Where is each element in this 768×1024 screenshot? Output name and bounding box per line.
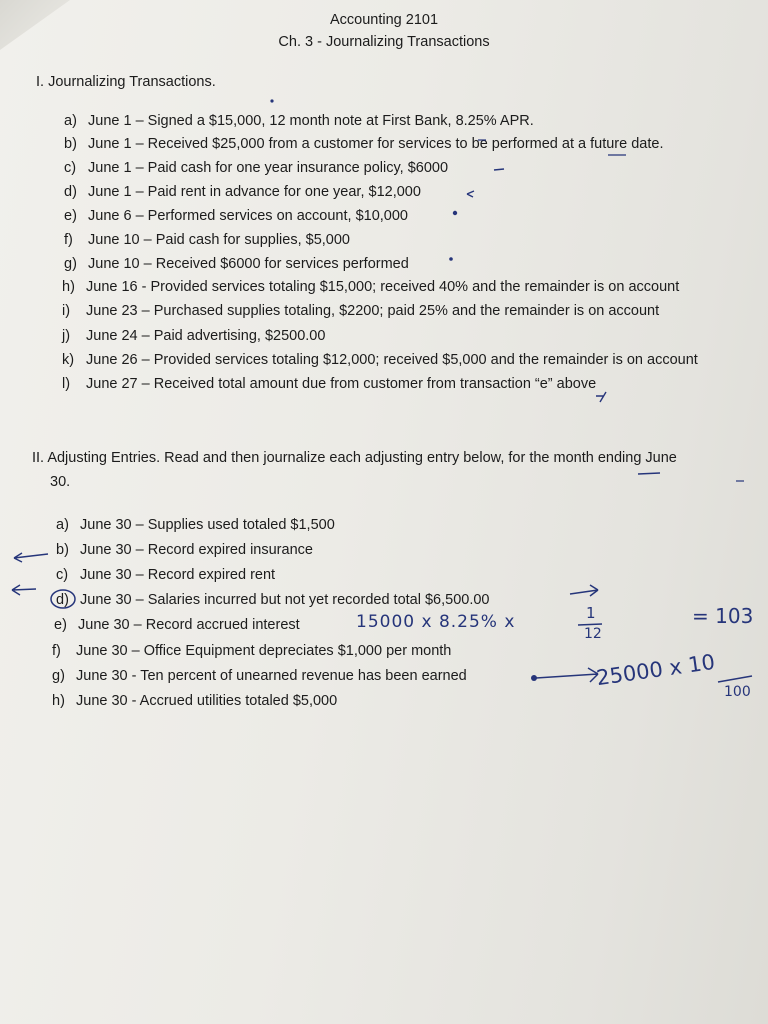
item-letter: g) [52,668,65,684]
item-text: June 1 – Signed a $15,000, 12 month note at First Bank, 8.25% APR. [88,113,534,129]
item-letter: b) [56,542,69,558]
item-letter: h) [52,693,65,709]
journal-item-g [64,256,409,272]
item-letter: i) [62,303,71,319]
adjusting-item-h [52,693,337,709]
handwritten-interest-result: = 103 [692,604,754,628]
item-text: June 1 – Paid cash for one year insurance policy, $6000 [88,160,449,176]
adjusting-item-f [52,643,451,659]
item-text: June 24 – Paid advertising, $2500.00 [86,328,326,344]
item-text: June 30 – Record expired rent [80,567,276,583]
item-text: June 6 – Performed services on account, $10,000 [88,208,408,224]
item-letter: a) [56,517,69,533]
item-letter: f) [64,232,73,248]
chapter-title: Ch. 3 - Journalizing Transactions [278,34,490,50]
item-text: June 26 – Provided services totaling $12,000; received $5,000 and the remainder is on account [86,352,698,368]
item-letter: h) [62,279,75,295]
item-text: June 30 – Office Equipment depreciates $1,000 per month [76,643,452,659]
adjusting-item-e [54,617,300,633]
journal-item-f [64,232,350,248]
journal-item-l [62,376,596,392]
item-letter: d) [56,592,69,608]
adjusting-item-c [56,567,275,583]
section1-heading: I. Journalizing Transactions. [36,74,216,90]
handwritten-unearned-denominator: 100 [724,684,751,700]
item-letter: g) [64,256,77,272]
section2-heading: II. Adjusting Entries. Read and then journalize each adjusting entry below, for the month ending June [32,450,677,466]
handwritten-interest-calc: 15000 x 8.25% x [356,612,516,632]
item-letter: c) [64,160,77,176]
journal-item-i [62,303,659,319]
item-text: June 30 – Record accrued interest [78,617,300,633]
handwritten-unearned-calc: 25000 x 10 [594,649,717,691]
item-letter: f) [52,643,61,659]
item-text: June 30 – Supplies used totaled $1,500 [80,517,335,533]
item-letter: e) [54,617,67,633]
section2-heading-cont: 30. [50,474,71,490]
item-text: June 30 – Record expired insurance [80,542,313,558]
journal-item-d [64,184,421,200]
journal-item-e [64,208,408,224]
adjusting-item-g [52,668,467,684]
item-text: June 27 – Received total amount due from customer from transaction “e” above [86,376,597,392]
item-text: June 10 – Received $6000 for services performed [88,256,409,272]
course-title: Accounting 2101 [329,12,439,28]
handwritten-fraction-numerator: 1 [586,604,596,622]
item-letter: j) [62,328,71,344]
adjusting-item-d [56,592,490,608]
journal-item-a [64,113,534,129]
item-text: June 23 – Purchased supplies totaling, $2200; paid 25% and the remainder is on account [86,303,660,319]
item-text: June 10 – Paid cash for supplies, $5,000 [88,232,350,248]
item-letter: l) [62,376,71,392]
item-letter: d) [64,184,77,200]
item-text: June 1 – Received $25,000 from a customer for services to be performed at a future date. [88,136,664,152]
item-letter: e) [64,208,77,224]
item-text: June 30 – Salaries incurred but not yet recorded total $6,500.00 [80,592,490,608]
item-text: June 30 - Accrued utilities totaled $5,000 [76,693,338,709]
item-text: June 1 – Paid rent in advance for one year, $12,000 [88,184,421,200]
item-text: June 30 - Ten percent of unearned revenue has been earned [76,668,467,684]
handwritten-fraction-denominator: 12 [584,626,602,642]
journal-item-k [62,352,698,368]
adjusting-item-a [56,517,335,533]
journal-item-b [64,136,663,152]
item-letter: b) [64,136,77,152]
journal-item-c [64,160,448,176]
item-letter: c) [56,567,69,583]
journal-item-j [62,328,325,344]
item-letter: k) [62,352,75,368]
journal-item-h [62,279,679,295]
item-text: June 16 - Provided services totaling $15,000; received 40% and the remainder is on account [86,279,680,295]
adjusting-item-b [56,542,313,558]
item-letter: a) [64,113,77,129]
